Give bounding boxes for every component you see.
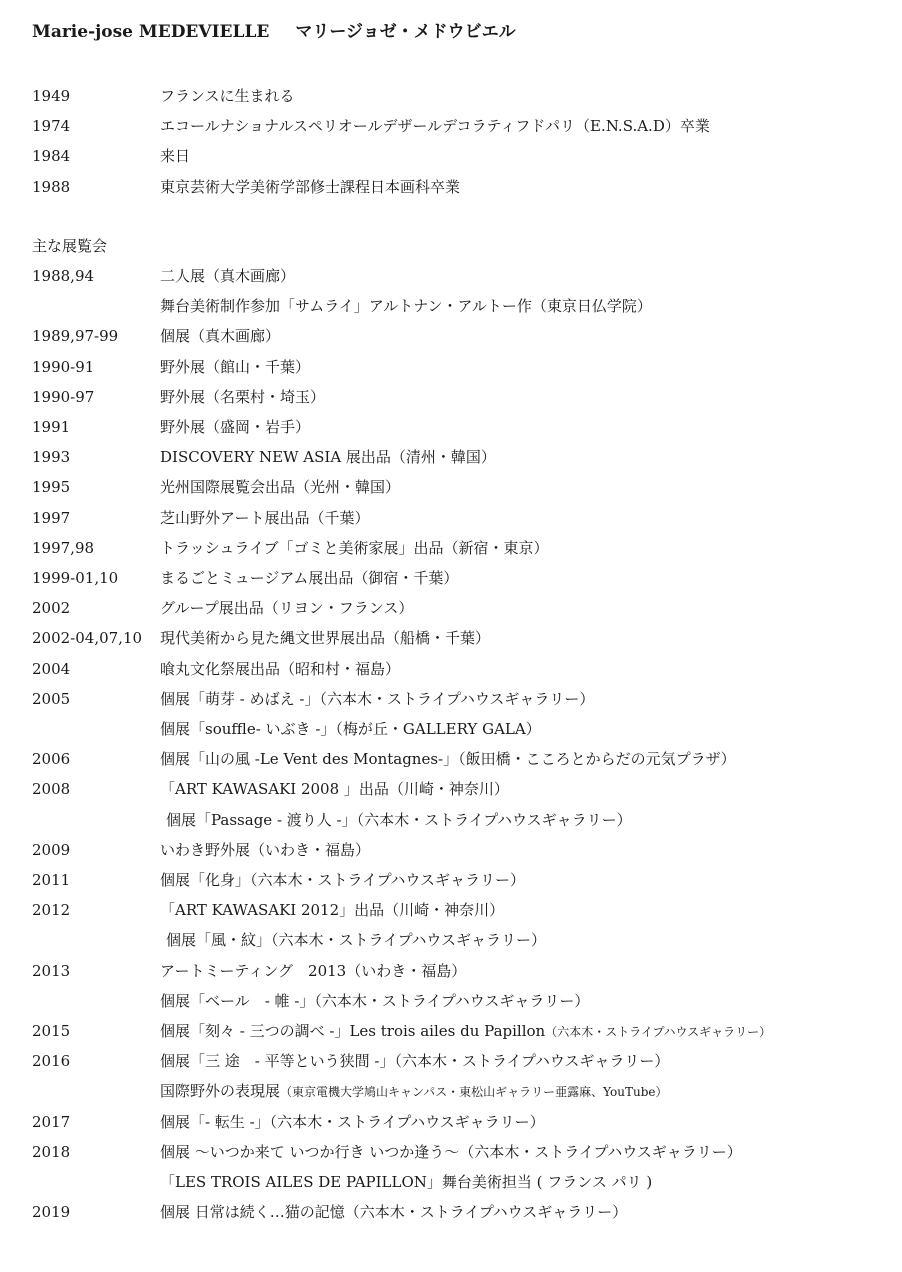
timeline-entry-text: 個展「Passage - 渡り人 -」（六本木・ストライプハウスギャラリー） — [166, 810, 632, 829]
timeline-row — [0, 869, 902, 899]
timeline-year: 2009 — [32, 840, 71, 859]
timeline-entry-text: 「ART KAWASAKI 2008 」出品（川崎・神奈川） — [160, 780, 509, 799]
timeline-entry — [160, 688, 594, 710]
timeline-row — [0, 356, 902, 386]
timeline-entry-text: 個展「三 途 - 平等という狭間 -」（六本木・ストライプハウスギャラリー） — [160, 1052, 670, 1071]
timeline-row — [0, 990, 902, 1020]
timeline-entry-text: 現代美術から見た縄文世界展出品（船橋・千葉） — [160, 629, 491, 648]
timeline-entry-text: DISCOVERY NEW ASIA 展出品（清州・韓国） — [160, 448, 496, 467]
timeline-row — [0, 1201, 902, 1231]
timeline-entry — [160, 476, 400, 498]
timeline-row — [0, 1080, 902, 1110]
timeline-entry — [160, 537, 549, 559]
timeline-entry-text: 個展「ベール - 帷 -」（六本木・ストライプハウスギャラリー） — [160, 991, 590, 1010]
timeline-year: 2018 — [32, 1142, 71, 1161]
timeline-row — [0, 567, 902, 597]
timeline-entry — [160, 658, 400, 680]
timeline-entry-text: 個展 日常は続く…猫の記憶（六本木・ストライプハウスギャラリー） — [160, 1203, 628, 1222]
timeline-entry — [166, 809, 632, 831]
timeline-row — [0, 1111, 902, 1141]
timeline-entry-venue: （東京電機大学鳩山キャンパス・東松山ギャラリー亜露麻、YouTube） — [280, 1085, 668, 1100]
timeline-year: 2006 — [32, 750, 71, 769]
timeline-entry-text: アートミーティング 2013（いわき・福島） — [160, 961, 467, 980]
timeline-row — [0, 658, 902, 688]
timeline-row — [0, 85, 902, 115]
timeline-entry-text: トラッシュライブ「ゴミと美術家展」出品（新宿・東京） — [160, 538, 549, 557]
timeline-year: 2016 — [32, 1052, 71, 1071]
timeline-row — [0, 929, 902, 959]
timeline-year: 1990-97 — [32, 387, 95, 406]
timeline-entry — [166, 929, 546, 951]
timeline-entry — [160, 356, 310, 378]
timeline-entry — [160, 1080, 668, 1103]
timeline-entry-text: まるごとミュージアム展出品（御宿・千葉） — [160, 569, 459, 587]
timeline-entry — [160, 115, 710, 137]
timeline-entry-text: 個展「- 転生 -」（六本木・ストライプハウスギャラリー） — [160, 1112, 545, 1131]
timeline-entry — [160, 1201, 627, 1223]
timeline-row — [0, 899, 902, 929]
timeline-row — [0, 1171, 902, 1201]
timeline-entry-text: 芝山野外アート展出品（千葉） — [160, 508, 370, 527]
timeline-entry-text: 個展「風・紋」（六本木・ストライプハウスギャラリー） — [166, 931, 546, 950]
timeline-entry — [160, 627, 490, 649]
timeline-year: 2011 — [32, 871, 71, 889]
timeline-year: 1984 — [32, 147, 71, 166]
timeline-year: 1999-01,10 — [32, 569, 119, 587]
artist-name-ja: マリージョゼ・メドウビエル — [295, 22, 516, 42]
timeline-entry — [160, 85, 295, 107]
timeline-row — [0, 778, 902, 808]
timeline-row — [0, 507, 902, 537]
timeline-entry-text: 「LES TROIS AILES DE PAPILLON」舞台美術担当 ( フランス パリ ) — [160, 1173, 653, 1191]
timeline-entry-text: 個展「萌芽 - めばえ -」（六本木・ストライプハウスギャラリー） — [160, 689, 595, 708]
exhibitions-heading: 主な展覧会 — [32, 237, 108, 255]
timeline-year: 1988,94 — [32, 267, 95, 285]
timeline-year: 2012 — [32, 901, 71, 920]
timeline-year: 1997 — [32, 508, 71, 527]
timeline-year: 2015 — [32, 1022, 71, 1040]
timeline-entry-text: 野外展（名栗村・埼玉） — [160, 387, 326, 406]
timeline-entry-text: 東京芸術大学美術学部修士課程日本画科卒業 — [160, 177, 461, 196]
timeline-entry — [160, 869, 525, 891]
timeline-entry-text: 個展「山の風 -Le Vent des Montagnes-」（飯田橋・こころとからだの元気プラザ） — [160, 750, 736, 769]
timeline-entry-text: 個展「刻々 - 三つの調べ -」Les trois ailes du Papillon — [160, 1022, 546, 1040]
timeline-entry-text: 来日 — [160, 147, 191, 166]
timeline-row — [0, 295, 902, 325]
artist-name-en: Marie-jose MEDEVIELLE — [32, 22, 270, 42]
timeline-entry-text: 国際野外の表現展 — [160, 1082, 281, 1101]
timeline-year: 1974 — [32, 117, 71, 136]
timeline-row — [0, 688, 902, 718]
timeline-entry — [160, 265, 295, 287]
timeline-row — [0, 1050, 902, 1080]
timeline-entry-text: いわき野外展（いわき・福島） — [160, 840, 371, 859]
timeline-year: 1988 — [32, 177, 71, 196]
timeline-entry — [160, 145, 190, 167]
timeline-entry — [160, 960, 466, 982]
timeline-entry-text: エコールナショナルスペリオールデザールデコラティフドパリ（E.N.S.A.D）卒業 — [160, 117, 710, 136]
timeline-year: 2002-04,07,10 — [32, 629, 143, 648]
timeline-entry — [160, 446, 496, 468]
timeline-entry — [160, 778, 509, 800]
timeline-year: 1997,98 — [32, 538, 95, 557]
timeline-row — [0, 476, 902, 506]
timeline-row — [0, 416, 902, 446]
timeline-year: 1990-91 — [32, 357, 95, 376]
timeline-entry-text: 舞台美術制作参加「サムライ」アルトナン・アルトー作（東京日仏学院） — [160, 297, 652, 316]
timeline-year: 2004 — [32, 659, 71, 678]
timeline-entry-text: グループ展出品（リヨン・フランス） — [160, 599, 414, 618]
timeline-year: 2017 — [32, 1112, 71, 1131]
timeline-entry-text: 個展（真木画廊） — [160, 327, 281, 346]
timeline-row — [0, 446, 902, 476]
timeline-year: 2013 — [32, 961, 71, 980]
timeline-row — [0, 960, 902, 990]
timeline-entry — [160, 990, 589, 1012]
timeline-row — [0, 748, 902, 778]
timeline-entry — [160, 416, 310, 438]
timeline-entry — [160, 386, 325, 408]
timeline-entry — [160, 1111, 545, 1133]
timeline-entry-venue: （六本木・ストライプハウスギャラリー） — [545, 1025, 772, 1039]
timeline-entry-text: 光州国際展覧会出品（光州・韓国） — [160, 478, 401, 497]
timeline-entry-text: フランスに生まれる — [160, 87, 295, 105]
timeline-row — [0, 265, 902, 295]
timeline-year: 1993 — [32, 448, 71, 467]
timeline-year: 1949 — [32, 87, 71, 105]
artist-name-heading — [32, 17, 516, 42]
timeline-year: 2005 — [32, 689, 71, 708]
timeline-row — [0, 1020, 902, 1050]
timeline-row — [0, 627, 902, 657]
timeline-year: 1995 — [32, 478, 71, 497]
timeline-entry — [160, 899, 504, 921]
timeline-entry — [160, 1050, 669, 1072]
timeline-row — [0, 839, 902, 869]
timeline-entry-text: 野外展（盛岡・岩手） — [160, 418, 311, 436]
timeline-entry — [160, 1141, 742, 1163]
timeline-entry — [160, 839, 370, 861]
timeline-year: 1991 — [32, 418, 71, 436]
timeline-entry-text: 野外展（館山・千葉） — [160, 357, 311, 376]
timeline-entry — [160, 507, 370, 529]
timeline-row — [0, 325, 902, 355]
timeline-entry — [160, 1020, 771, 1043]
timeline-row — [0, 145, 902, 175]
timeline-entry — [160, 176, 460, 198]
timeline-entry — [160, 295, 652, 317]
timeline-entry-text: 喰丸文化祭展出品（昭和村・福島） — [160, 659, 401, 678]
timeline-row — [0, 718, 902, 748]
timeline-entry — [160, 597, 413, 619]
timeline-entry — [160, 567, 458, 589]
timeline-entry-text: 二人展（真木画廊） — [160, 267, 296, 285]
timeline-entry-text: 個展 ～いつか来て いつか行き いつか逢う～（六本木・ストライプハウスギャラリー） — [160, 1142, 742, 1161]
timeline-entry — [160, 325, 280, 347]
timeline-row — [0, 1141, 902, 1171]
timeline-row — [0, 386, 902, 416]
timeline-year: 2002 — [32, 599, 71, 618]
timeline-entry-text: 個展「化身」（六本木・ストライプハウスギャラリー） — [160, 871, 525, 889]
timeline-entry — [160, 748, 736, 770]
timeline-row — [0, 597, 902, 627]
timeline-entry-text: 個展「souffle- いぶき -」（梅が丘・GALLERY GALA） — [160, 720, 541, 738]
timeline-year: 2008 — [32, 780, 71, 799]
timeline-row — [0, 115, 902, 145]
timeline-year: 1989,97-99 — [32, 327, 119, 346]
timeline-row — [0, 809, 902, 839]
timeline-entry-text: 「ART KAWASAKI 2012」出品（川崎・神奈川） — [160, 901, 505, 920]
timeline-entry — [160, 718, 541, 740]
timeline-year: 2019 — [32, 1203, 71, 1222]
timeline-entry — [160, 1171, 652, 1193]
timeline-row — [0, 537, 902, 567]
timeline-row — [0, 176, 902, 206]
